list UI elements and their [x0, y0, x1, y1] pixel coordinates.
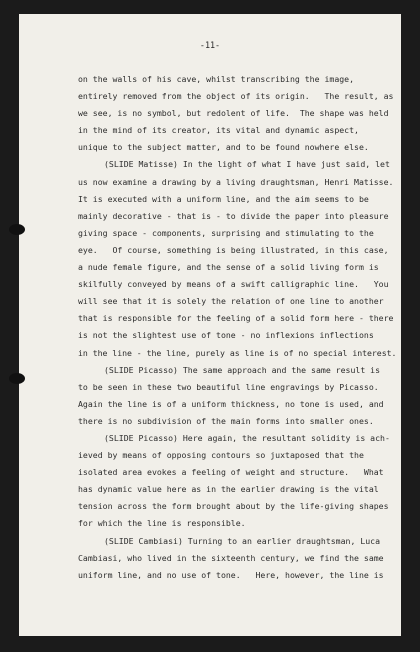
text-line: eye. Of course, something is being illustrated, in this case, — [78, 244, 389, 255]
text-line: for which the line is responsible. — [78, 518, 246, 529]
text-line: unique to the subject matter, and to be found nowhere else. — [78, 142, 369, 153]
page-number: -11- — [199, 40, 221, 50]
punch-hole — [9, 373, 25, 384]
text-line: on the walls of his cave, whilst transcribing the image, — [78, 74, 355, 84]
text-line: tension across the form brought about by the life-giving shapes — [78, 501, 389, 512]
text-line: isolated area evokes a feeling of weight and structure. What — [78, 467, 384, 478]
text-line: It is executed with a uniform line, and the aim seems to be — [78, 193, 369, 204]
text-line: Cambiasi, who lived in the sixteenth century, we find the same — [78, 552, 384, 563]
text-line: ieved by means of opposing contours so juxtaposed that the — [78, 450, 364, 461]
text-line: in the line - the line, purely as line is of no special interest. — [78, 347, 397, 358]
text-line: mainly decorative - that is - to divide the paper into pleasure — [78, 210, 389, 221]
text-line: there is no subdivision of the main forms into smaller ones. — [78, 415, 374, 426]
text-line: a nude female figure, and the sense of a solid living form is — [78, 262, 379, 273]
text-line: will see that it is solely the relation of one line to another — [78, 296, 384, 307]
text-line: has dynamic value here as in the earlier drawing is the vital — [78, 484, 379, 495]
paragraph-start-line: (SLIDE Picasso) Here again, the resultant solidity is ach- — [104, 432, 390, 443]
text-line: to be seen in these two beautiful line engravings by Picasso. — [78, 381, 379, 392]
text-line: entirely removed from the object of its origin. The result, as — [78, 91, 394, 102]
paragraph-start-line: (SLIDE Cambiasi) Turning to an earlier draughtsman, Luca — [104, 535, 381, 546]
text-line: is not the slightest use of tone - no inflexions inflections — [78, 330, 374, 341]
paragraph-start-line: (SLIDE Matisse) In the light of what I have just said, let — [104, 159, 390, 170]
text-line: in the mind of its creator, its vital and dynamic aspect, — [78, 125, 359, 136]
paragraph-start-line: (SLIDE Picasso) The same approach and the same result is — [104, 364, 381, 375]
punch-hole — [9, 224, 25, 235]
text-line: skilfully conveyed by means of a swift calligraphic line. You — [78, 279, 389, 290]
typed-body-text — [78, 71, 396, 584]
text-line: giving space - components, surprising and stimulating to the — [78, 227, 374, 238]
text-line: uniform line, and no use of tone. Here, however, the line is — [78, 569, 384, 580]
text-line: that is responsible for the feeling of a solid form here - there — [78, 313, 394, 324]
document-page — [19, 14, 401, 636]
text-line: Again the line is of a uniform thickness, no tone is used, and — [78, 398, 384, 409]
text-line: we see, is no symbol, but redolent of life. The shape was held — [78, 108, 389, 119]
text-line: us now examine a drawing by a living draughtsman, Henri Matisse. — [78, 176, 394, 187]
